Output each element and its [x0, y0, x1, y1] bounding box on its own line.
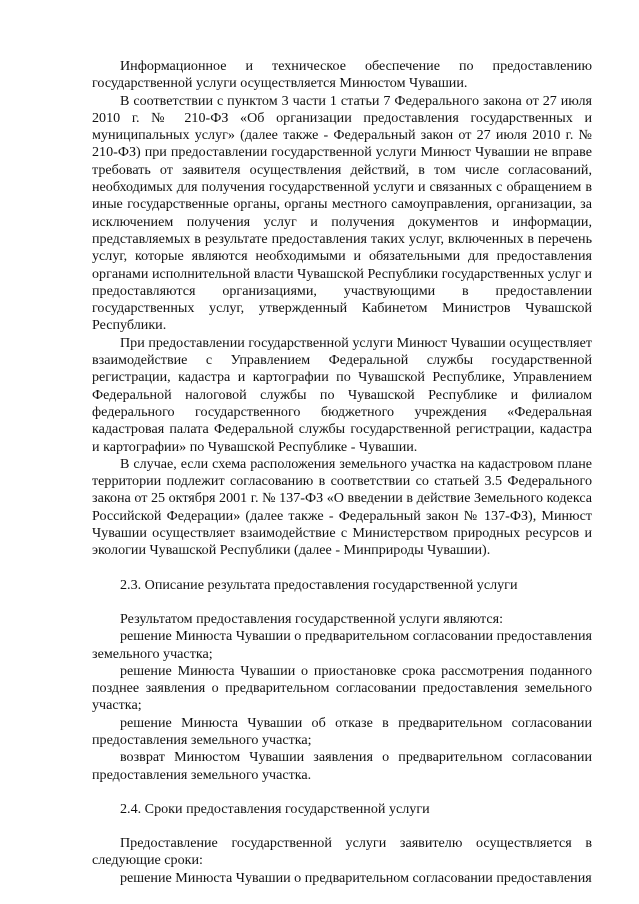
section-heading-2-3: 2.3. Описание результата предоставления государственной услуги [120, 576, 518, 593]
section-heading-2-4: 2.4. Сроки предоставления государственной услуги [120, 800, 430, 817]
paragraph-results-intro: Результатом предоставления государственной услуги являются: [120, 610, 504, 627]
paragraph-result-return: возврат Минюстом Чувашии заявления о предварительном согласовании предоставления земельного участка. [92, 749, 592, 783]
paragraph-federal-law-210: В соответствии с пунктом 3 части 1 статьи 7 Федерального закона от 27 июля 2010 г. № 210-ФЗ «Об организации предоставления государственных и муниципальных услуг» (далее также - Федеральный закон от 27 июля 2010 г. № 210-ФЗ) при предоставлении государственной услуги Минюст Чувашии не вправе требовать от заявителя осуществления действий, в том числе согласований, необходимых для получения государственной услуги и связанных с обращением в иные государственные органы, органы местного самоуправления, организации, за исключением получения услуг и получения документов и информации, представляемых в результате предоставления таких услуг, включенных в перечень услуг, которые являются необходимыми и обязательными для предоставления органами исполнительной власти Чувашской Республики государственных услуг и предоставляются организациями, участвующими в предоставлении государственных услуг, утвержденный Кабинетом Министров Чувашской Республики. [92, 92, 592, 334]
paragraph-interaction: При предоставлении государственной услуги Минюст Чувашии осуществляет взаимодействие с Управлением Федеральной службы государственной регистрации, кадастра и картографии по Чувашской Республике, Управлением Федеральной налоговой службы по Чувашской Республике и филиалом федерального государственного бюджетного учреждения «Федеральная кадастровая палата Федеральной службы государственной регистрации, кадастра и картографии» по Чувашской Республике - Чувашии. [92, 334, 592, 455]
paragraph-terms-intro: Предоставление государственной услуги заявителю осуществляется в следующие сроки: [92, 835, 592, 869]
section-2-2-tail [92, 58, 592, 560]
heading-gap [92, 594, 592, 611]
section-2-3 [92, 577, 592, 784]
paragraph-result-suspension: решение Минюста Чувашии о приостановке срока рассмотрения поданного позднее заявления о предварительном согласовании предоставления земельного участка; [92, 662, 592, 714]
paragraph-terms-approval: решение Минюста Чувашии о предварительном согласовании предоставления [120, 869, 592, 886]
paragraph-federal-law-137: В случае, если схема расположения земельного участка на кадастровом плане территории подлежит согласованию в соответствии со статьей 3.5 Федерального закона от 25 октября 2001 г. № 137-ФЗ «О введении в действие Земельного кодекса Российской Федерации» (далее также - Федеральный закон № 137-ФЗ), Минюст Чувашии осуществляет взаимодействие с Министерством природных ресурсов и экологии Чувашской Республики (далее - Минприроды Чувашии). [92, 455, 592, 559]
paragraph-info-support: Информационное и техническое обеспечение по предоставлению государственной услуги осуществляется Минюстом Чувашии. [92, 58, 592, 92]
section-gap [92, 560, 592, 577]
heading-gap [92, 818, 592, 835]
paragraph-result-refusal: решение Минюста Чувашии об отказе в предварительном согласовании предоставления земельного участка; [92, 714, 592, 748]
section-2-4 [92, 801, 592, 887]
paragraph-result-approval: решение Минюста Чувашии о предварительном согласовании предоставления земельного участка; [92, 628, 592, 662]
section-gap [92, 784, 592, 801]
